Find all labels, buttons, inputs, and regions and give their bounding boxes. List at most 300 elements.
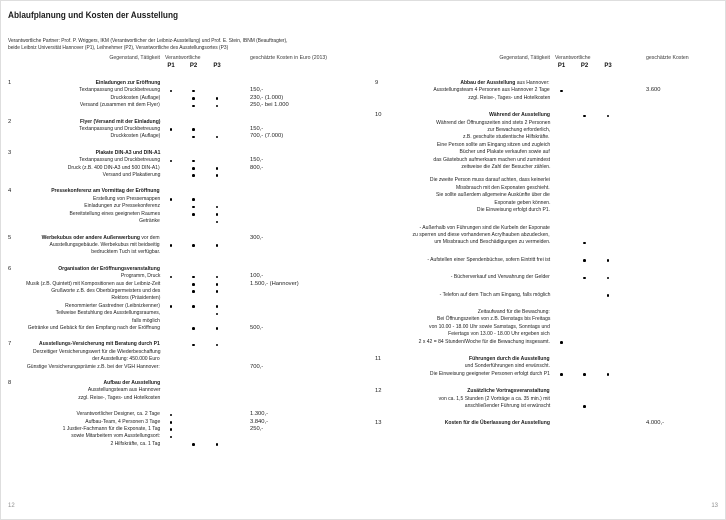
- cost-value: [620, 112, 718, 119]
- responsibility-cell-p3: [205, 188, 229, 195]
- item-text-line: [434, 239, 550, 246]
- item-text-line: [419, 339, 550, 346]
- item-text: [396, 403, 550, 410]
- item-number: [8, 172, 25, 179]
- item-text: [25, 218, 160, 225]
- responsibility-cell-p2: [573, 87, 596, 94]
- item-text-regular: - Bücherverkauf und Verwahrung der Gelder: [451, 274, 550, 281]
- row-spacer: [375, 346, 718, 356]
- item-text-line: [65, 303, 160, 310]
- responsibility-cell-p3: [596, 371, 620, 378]
- item-text: [25, 288, 160, 295]
- responsibility-cell-p2: [182, 196, 205, 203]
- responsibility-cell-p1: [160, 364, 182, 371]
- item-number: [375, 149, 396, 156]
- cost-value: 1.500,- (Hannover): [250, 280, 299, 287]
- responsibility-cell-p1: [160, 203, 182, 210]
- responsibility-cell-p1: [550, 185, 573, 192]
- item-text-regular: von ca. 1,5 Stunden (2 Vorträge a ca. 35 min.) mit: [438, 395, 550, 402]
- responsibility-cell-p1: [160, 126, 182, 133]
- cost-value: [620, 292, 718, 299]
- item-text-bold: Führungen durch die Ausstellung: [469, 355, 550, 362]
- responsibility-cell-p3: [596, 185, 620, 192]
- item-text-line: [79, 87, 160, 94]
- item-text-regular: und Sonderführungen sind erwünscht.: [464, 363, 550, 370]
- responsibility-cell-p2: [573, 157, 596, 164]
- responsibility-cell-p1: [160, 95, 182, 102]
- table-row: [375, 316, 718, 323]
- row-spacer: [8, 402, 345, 411]
- table-body: [375, 80, 718, 428]
- responsibility-cell-p2: [573, 149, 596, 156]
- cost-value: [620, 185, 718, 192]
- item-text-regular: Ausstellungsteam aus Hannover: [87, 387, 160, 394]
- row-spacer: [375, 282, 718, 292]
- responsibility-dot-p1: [170, 276, 173, 279]
- responsibility-cell-p3: [596, 316, 620, 323]
- item-number: [8, 203, 25, 210]
- responsibility-cell-p3: [596, 324, 620, 331]
- table-column-header: [8, 55, 345, 69]
- item-text-regular: Verantwortlicher Designer, ca. 2 Tage: [76, 411, 160, 418]
- responsibility-cell-p1: [550, 292, 573, 299]
- table-row: [8, 266, 345, 273]
- responsibility-cell-p3: [596, 331, 620, 338]
- row-spacer: [375, 378, 718, 388]
- responsibility-cell-p2: [182, 188, 205, 195]
- item-text: [396, 396, 550, 403]
- item-text-line: [110, 133, 160, 140]
- cost-value: [620, 339, 718, 346]
- item-text-line: [103, 380, 160, 387]
- responsibility-cell-p3: [205, 364, 229, 371]
- responsibility-cell-p3: [596, 225, 620, 232]
- cost-value: [229, 218, 345, 225]
- responsibility-cell-p3: [596, 164, 620, 171]
- table-column-header: [375, 55, 718, 69]
- intro-line-1: Verantwortliche Partner: Prof. P. Wriggers, IKM (Verantwortlicher der Leibniz-Ausstellung) und Prof. E. Stein, IBNM (Beauftragter),: [8, 38, 288, 44]
- intro-line-2: beide Leibniz Universität Hannover (P1), Leihnehmer (P2), Verantwortliche des Ausstellungsortes (P3): [8, 45, 229, 51]
- cost-value: [620, 120, 718, 127]
- item-text-line: [91, 249, 160, 256]
- table-row: [375, 134, 718, 141]
- item-text-regular: Getränke: [139, 218, 160, 225]
- table-row: [8, 387, 345, 394]
- responsibility-cell-p1: [160, 273, 182, 280]
- item-text-line: [62, 426, 160, 433]
- item-text-line: [434, 87, 550, 94]
- responsibility-dot-p3: [216, 283, 219, 286]
- responsibility-dot-p2: [192, 305, 195, 308]
- item-text-bold: Werbekubus oder andere Außenwerbung: [42, 234, 141, 241]
- responsibility-cell-p2: [573, 388, 596, 395]
- cost-value: [229, 356, 345, 363]
- responsibility-dot-p2: [192, 206, 195, 209]
- table-row: [8, 281, 345, 288]
- responsibility-cell-p2: [573, 185, 596, 192]
- responsibility-cell-p3: [205, 426, 229, 433]
- item-text-line: [95, 80, 160, 87]
- item-number: [375, 200, 396, 207]
- responsibility-cell-p2: [182, 395, 205, 402]
- item-number: [8, 356, 25, 363]
- item-text: [25, 249, 160, 256]
- item-number: 5: [8, 234, 12, 241]
- responsibility-dot-p2: [192, 327, 195, 330]
- responsibility-cell-p3: [205, 411, 229, 418]
- responsibility-cell-p2: [573, 142, 596, 149]
- responsibility-cell-p3: [205, 133, 229, 140]
- responsibility-cell-p1: [550, 225, 573, 232]
- table-row: [8, 364, 345, 371]
- responsibility-cell-p1: [550, 232, 573, 239]
- item-number: [8, 273, 25, 280]
- item-text: [396, 127, 550, 134]
- item-text-regular: Ausstellungsgebäude. Werbekubus mit beidseitig: [49, 241, 160, 248]
- item-number: [8, 211, 25, 218]
- responsibility-cell-p3: [205, 288, 229, 295]
- responsibility-dot-p2: [192, 344, 195, 347]
- item-text-line: [80, 119, 160, 126]
- intro-text: [8, 38, 329, 52]
- table-row: [375, 157, 718, 164]
- item-number: [375, 185, 396, 192]
- item-text: [25, 196, 160, 203]
- responsibility-dot-p3: [216, 344, 219, 347]
- item-text-line: [87, 387, 160, 394]
- responsibility-cell-p3: [205, 95, 229, 102]
- table-row: [8, 433, 345, 440]
- item-text-line: [430, 371, 550, 378]
- item-number: [375, 363, 396, 370]
- item-number: [8, 318, 25, 325]
- item-number: 6: [8, 265, 12, 272]
- table-row: [375, 185, 718, 192]
- responsibility-cell-p1: [160, 441, 182, 448]
- responsibility-cell-p3: [596, 403, 620, 410]
- item-text: [396, 363, 550, 370]
- table-row: [8, 126, 345, 133]
- responsibility-cell-p3: [205, 172, 229, 179]
- responsibility-cell-p1: [550, 112, 573, 119]
- responsibility-cell-p3: [205, 281, 229, 288]
- responsibility-cell-p1: [160, 310, 182, 317]
- item-number: [8, 87, 25, 94]
- page-number-right: 13: [711, 503, 718, 509]
- responsibility-cell-p2: [182, 126, 205, 133]
- responsibility-cell-p2: [182, 364, 205, 371]
- table-row: [375, 420, 718, 427]
- item-text: [25, 273, 160, 280]
- responsibility-dot-p2: [192, 97, 195, 100]
- item-text-regular: zu sperren und diese vorhandenen Acrylhauben abzudecken,: [412, 231, 550, 238]
- table-row: [375, 177, 718, 184]
- item-text: [396, 225, 550, 232]
- item-text-regular: zzgl. Reise-, Tages- und Hotelkosten: [467, 94, 550, 101]
- cost-value: [620, 257, 718, 264]
- item-text-line: [494, 200, 550, 207]
- cost-value: [620, 371, 718, 378]
- responsibility-cell-p2: [573, 292, 596, 299]
- item-text-line: [50, 242, 160, 249]
- page-right: [375, 55, 718, 428]
- column-header-p1: P1: [167, 63, 175, 69]
- item-text: [396, 80, 550, 87]
- responsibility-dot-p2: [192, 128, 195, 131]
- responsibility-cell-p2: [182, 80, 205, 87]
- table-row: [375, 112, 718, 119]
- item-text-line: [68, 165, 160, 172]
- table-row: [375, 164, 718, 171]
- responsibility-cell-p2: [182, 356, 205, 363]
- item-text-line: [449, 331, 550, 338]
- responsibility-cell-p3: [205, 126, 229, 133]
- item-text-line: [439, 396, 550, 403]
- cost-value: [620, 200, 718, 207]
- item-text-regular: zzgl. Reise-, Tages- und Hotelkosten: [77, 394, 160, 401]
- item-text-regular: Programm, Druck: [120, 273, 160, 280]
- responsibility-cell-p1: [550, 127, 573, 134]
- responsibility-cell-p1: [160, 249, 182, 256]
- cost-value: [229, 203, 345, 210]
- responsibility-dot-p3: [216, 313, 219, 316]
- item-text-line: [71, 433, 160, 440]
- cost-value: [229, 303, 345, 310]
- item-number: [8, 419, 25, 426]
- item-text: [25, 157, 160, 164]
- item-text-line: [28, 325, 160, 332]
- cost-value: [229, 211, 345, 218]
- item-text-regular: Ausstellungsteam 4 Personen aus Hannover 2 Tage: [433, 87, 550, 94]
- table-row: [375, 142, 718, 149]
- column-header-p1: P1: [557, 63, 566, 69]
- page-title: Ablaufplanung und Kosten der Ausstellung: [8, 10, 179, 21]
- row-spacer: [8, 257, 345, 266]
- responsibility-cell-p1: [550, 309, 573, 316]
- responsibility-cell-p3: [205, 318, 229, 325]
- item-text: [25, 349, 160, 356]
- item-number: [8, 218, 25, 225]
- cost-value: 250,- bei 1.000: [250, 102, 289, 109]
- item-number: [375, 257, 396, 264]
- item-text-line: [80, 102, 160, 109]
- item-text-line: [478, 309, 550, 316]
- item-text-regular: Während der Öffnungszeiten sind stets 2 Personen: [435, 119, 550, 126]
- item-number: [375, 95, 396, 102]
- item-text-regular: Rektors (Präsidenten): [110, 295, 160, 302]
- responsibility-cell-p3: [205, 273, 229, 280]
- responsibility-cell-p1: [550, 142, 573, 149]
- responsibility-dot-p2: [192, 167, 195, 170]
- item-text-line: [461, 164, 550, 171]
- table-row: [8, 133, 345, 140]
- responsibility-cell-p1: [550, 157, 573, 164]
- responsibility-cell-p3: [205, 157, 229, 164]
- item-text: [25, 325, 160, 332]
- responsibility-cell-p2: [573, 274, 596, 281]
- item-text-line: [79, 157, 160, 164]
- responsibility-dot-p3: [216, 327, 219, 330]
- responsibility-cell-p1: [160, 172, 182, 179]
- cost-value: [229, 150, 345, 157]
- responsibility-cell-p1: [550, 420, 573, 427]
- cost-value: [229, 172, 345, 179]
- responsibility-dot-p1: [170, 305, 173, 308]
- responsibility-cell-p1: [160, 235, 182, 242]
- responsibility-dot-p1: [560, 341, 563, 344]
- item-text-line: [111, 295, 160, 302]
- responsibility-cell-p1: [160, 395, 182, 402]
- item-text-line: [69, 211, 160, 218]
- item-text-regular: Derzeitiger Versicherungswert für die Wiederbeschaffung: [32, 348, 160, 355]
- responsibility-cell-p3: [205, 196, 229, 203]
- item-text-line: [110, 441, 160, 448]
- table-row: [8, 249, 345, 256]
- item-number: [375, 120, 396, 127]
- row-spacer: [8, 179, 345, 188]
- responsibility-dot-p3: [607, 294, 610, 297]
- responsibility-dot-p2: [192, 174, 195, 177]
- item-text: [25, 188, 160, 195]
- responsibility-cell-p3: [205, 150, 229, 157]
- item-text-line: [468, 95, 550, 102]
- cost-value: [620, 142, 718, 149]
- responsibility-cell-p1: [160, 341, 182, 348]
- item-number: [375, 225, 396, 232]
- responsibility-cell-p3: [596, 142, 620, 149]
- responsibility-cell-p1: [160, 295, 182, 302]
- cost-value: 250,-: [250, 426, 264, 433]
- item-text: [396, 371, 550, 378]
- column-header-gegenstand: Gegenstand, Tätigkeit: [499, 55, 550, 61]
- item-text-regular: Textanpassung und Druckbetreuung: [78, 87, 160, 94]
- table-row: [8, 188, 345, 195]
- cost-value: 100,-: [250, 273, 264, 280]
- responsibility-cell-p3: [596, 257, 620, 264]
- cost-value: [229, 295, 345, 302]
- item-text-regular: Renommierter Gastredner (Leibnizkenner): [65, 302, 160, 309]
- item-text-line: [463, 134, 550, 141]
- row-spacer: [8, 332, 345, 341]
- table-row: [8, 218, 345, 225]
- item-text: [396, 274, 550, 281]
- responsibility-cell-p3: [205, 242, 229, 249]
- responsibility-cell-p2: [182, 218, 205, 225]
- table-row: [375, 257, 718, 264]
- responsibility-cell-p2: [182, 318, 205, 325]
- cost-value: [620, 396, 718, 403]
- responsibility-cell-p1: [160, 419, 182, 426]
- item-number: [8, 295, 25, 302]
- item-text: [396, 420, 550, 427]
- responsibility-cell-p1: [550, 192, 573, 199]
- responsibility-cell-p3: [205, 395, 229, 402]
- responsibility-dot-p3: [216, 290, 219, 293]
- table-row: [375, 149, 718, 156]
- item-number: [8, 157, 25, 164]
- table-row: [8, 441, 345, 448]
- item-text: [25, 102, 160, 109]
- item-text: [396, 200, 550, 207]
- responsibility-cell-p1: [550, 177, 573, 184]
- item-text-regular: Missbrauch mit den Exponaten geschieht.: [456, 184, 550, 191]
- table-row: [8, 295, 345, 302]
- item-text-line: [420, 225, 550, 232]
- item-number: [375, 324, 396, 331]
- cost-value: [620, 157, 718, 164]
- responsibility-cell-p3: [596, 192, 620, 199]
- table-row: [8, 211, 345, 218]
- responsibility-cell-p2: [573, 120, 596, 127]
- responsibility-cell-p1: [160, 87, 182, 94]
- responsibility-cell-p2: [182, 380, 205, 387]
- responsibility-cell-p3: [205, 211, 229, 218]
- responsibility-cell-p2: [182, 273, 205, 280]
- row-spacer: [8, 141, 345, 150]
- item-text-regular: - Außerhalb von Führungen sind die Kurbeln der Exponate: [419, 224, 550, 231]
- item-text-line: [77, 411, 160, 418]
- responsibility-cell-p1: [160, 426, 182, 433]
- cost-value: [620, 274, 718, 281]
- responsibility-cell-p1: [550, 200, 573, 207]
- responsibility-cell-p3: [205, 433, 229, 440]
- responsibility-cell-p2: [182, 211, 205, 218]
- responsibility-cell-p2: [182, 426, 205, 433]
- item-number: [375, 316, 396, 323]
- item-text: [396, 232, 550, 239]
- responsibility-cell-p2: [573, 371, 596, 378]
- item-text: [396, 356, 550, 363]
- cost-value: [229, 441, 345, 448]
- item-number: [375, 239, 396, 246]
- item-text-line: [430, 177, 550, 184]
- row-spacer: [8, 226, 345, 235]
- item-text-regular: Versand und Plakatierung: [102, 172, 160, 179]
- cost-value: 800,-: [250, 164, 264, 171]
- responsibility-dot-p1: [170, 421, 173, 424]
- responsibility-cell-p1: [550, 316, 573, 323]
- table-row: [8, 380, 345, 387]
- item-text: [25, 441, 160, 448]
- item-number: [375, 331, 396, 338]
- responsibility-cell-p1: [550, 388, 573, 395]
- responsibility-cell-p2: [573, 207, 596, 214]
- item-text-regular: Druckkosten (Auflage): [110, 94, 160, 101]
- responsibility-cell-p1: [160, 281, 182, 288]
- responsibility-dot-p3: [607, 115, 610, 118]
- responsibility-dot-p2: [192, 290, 195, 293]
- item-number: [8, 196, 25, 203]
- item-text: [25, 380, 160, 387]
- responsibility-cell-p1: [160, 433, 182, 440]
- responsibility-cell-p1: [550, 95, 573, 102]
- item-text-regular: von 10.00 - 18.00 Uhr sowie Samstags, Sonntags und: [429, 323, 550, 330]
- item-text: [396, 157, 550, 164]
- item-text-regular: das Gästebuch aufmerksam machen und zumindest: [433, 156, 550, 163]
- responsibility-cell-p3: [596, 396, 620, 403]
- cost-value: [620, 225, 718, 232]
- responsibility-cell-p1: [550, 363, 573, 370]
- responsibility-cell-p2: [182, 235, 205, 242]
- item-number: [375, 87, 396, 94]
- item-text-regular: falls möglich: [132, 317, 160, 324]
- responsibility-cell-p2: [182, 387, 205, 394]
- responsibility-dot-p2: [192, 160, 195, 163]
- responsibility-cell-p2: [573, 420, 596, 427]
- table-row: [375, 274, 718, 281]
- responsibility-cell-p3: [596, 232, 620, 239]
- table-body: [8, 80, 345, 448]
